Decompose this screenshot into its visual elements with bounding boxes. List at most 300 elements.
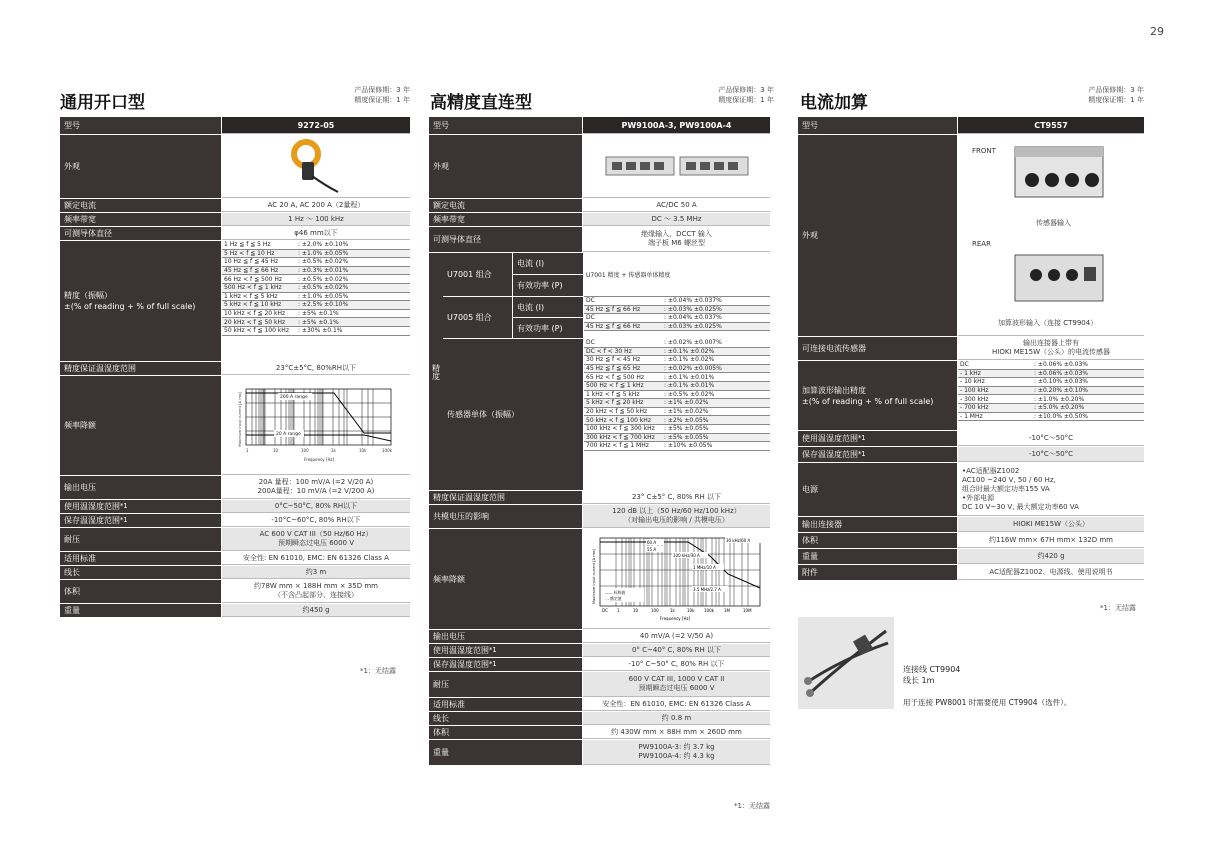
accuracy-row	[958, 413, 1144, 422]
u7001-value: U7001 精度 + 传感器单体精度	[584, 253, 770, 297]
accuracy-row	[584, 442, 770, 451]
row-value: 约 0.8 m	[583, 712, 770, 725]
row-label: 输出连接器	[798, 517, 958, 532]
cable-photo	[798, 617, 894, 709]
accuracy-row	[584, 425, 770, 434]
accuracy-value: : ±0.04% ±0.037%	[664, 297, 722, 305]
freq-range: - 300 kHz	[960, 395, 989, 403]
accuracy-row	[584, 416, 770, 425]
accuracy-row	[584, 323, 770, 332]
freq-range: 30 Hz ≦ f < 45 Hz	[586, 356, 641, 364]
curve-label: 100 kHz/30 A	[672, 552, 700, 558]
freq-range: 65 Hz < f ≦ 500 Hz	[586, 373, 645, 381]
accuracy-value: : ±0.5% ±0.02%	[664, 390, 715, 398]
row-label: 可连接电流传感器	[798, 337, 958, 360]
cable-image	[798, 617, 894, 709]
cable-length: 线长 1m	[903, 676, 935, 685]
accuracy-row	[584, 297, 770, 306]
y-axis-label: Maximum input current [A rms]	[591, 548, 596, 604]
row-label: 使用温湿度范围 *1	[60, 500, 222, 513]
accuracy-value: : ±0.1% ±0.01%	[664, 373, 715, 381]
freq-range: 500 Hz < f ≦ 1 kHz	[224, 284, 282, 292]
warranty-product: 产品保修期：3 年	[1088, 86, 1144, 94]
accuracy-value: : ±0.1% ±0.02%	[664, 347, 715, 355]
row-label: 可测导体直径	[429, 227, 583, 252]
x-tick: 10k	[358, 448, 366, 453]
freq-range: DC	[960, 361, 969, 369]
u7005-label: U7005 组合	[443, 297, 513, 338]
label-line: ±(% of reading + % of full scale)	[802, 396, 934, 406]
accuracy-row	[584, 314, 770, 323]
row-label: 体积	[60, 580, 222, 603]
freq-range: 50 kHz < f ≦ 100 kHz	[586, 416, 651, 424]
sensor-label: 传感器单体（振幅）	[443, 339, 583, 490]
row-label: 重量	[798, 549, 958, 564]
row-value: φ46 mm以下	[222, 227, 410, 240]
row-label: 输出电压	[429, 630, 583, 643]
label-line: 精度（振幅）	[64, 291, 112, 300]
accuracy-value: : ±30% ±0.1%	[298, 327, 343, 335]
row-label: 线长	[429, 712, 583, 725]
accuracy-value: : ±2% ±0.05%	[664, 416, 709, 424]
cable-info	[903, 664, 960, 686]
freq-range: DC	[586, 339, 595, 347]
row-label: 外观	[60, 135, 222, 198]
row-label: 外观	[429, 135, 583, 198]
accuracy-value: : ±0.06% ±0.03%	[1034, 361, 1089, 369]
row-label: 保存温湿度范围 *1	[798, 447, 958, 462]
label-text: 保存温湿度范围	[802, 450, 858, 459]
current-label: 电流 (I)	[513, 253, 583, 275]
row-value	[958, 463, 1144, 516]
freq-range: 700 kHz < f ≦ 1 MHz	[586, 442, 649, 450]
value-line: 200A量程：10 mV/A (=2 V/200 A)	[257, 487, 375, 495]
row-label: 共模电压的影响	[429, 505, 583, 528]
warranty	[300, 85, 410, 105]
row-label: 线长	[60, 566, 222, 579]
section-title: 高精度直连型	[430, 93, 532, 113]
footnote: *1：无结露	[1100, 604, 1136, 612]
u7001-group	[443, 253, 583, 297]
row-value	[222, 476, 410, 499]
row-value	[222, 528, 410, 551]
accuracy-row	[222, 250, 410, 259]
row-label: 型号	[798, 117, 958, 134]
row-label: 额定电流	[429, 199, 583, 212]
model-name: PW9100A-3, PW9100A-4	[583, 117, 770, 134]
value-line: 20A 量程：100 mV/A (=2 V/20 A)	[258, 478, 374, 486]
row-value: 40 mV/A (=2 V/50 A)	[583, 630, 770, 643]
x-tick: 10	[272, 448, 278, 453]
warranty-product: 产品保修期：3 年	[718, 86, 774, 94]
freq-range: 5 kHz < f ≦ 20 kHz	[586, 399, 644, 407]
accuracy-value: : ±0.10% ±0.03%	[1034, 378, 1089, 386]
row-value	[958, 337, 1144, 360]
legend-rated: - - 额定值	[604, 595, 622, 601]
freq-range: DC	[586, 297, 595, 305]
cable-name: 连接线 CT9904	[903, 665, 961, 674]
accuracy-list	[958, 361, 1144, 430]
accuracy-value: : ±0.5% ±0.02%	[298, 258, 349, 266]
value-line: AC 600 V CAT III（50 Hz/60 Hz）	[259, 530, 373, 538]
accuracy-row	[584, 356, 770, 365]
row-value: -10° C~50° C, 80% RH 以下	[583, 658, 770, 671]
freq-range: - 100 kHz	[960, 387, 989, 395]
value-line: 绝缘输入，DCCT 输入	[641, 230, 712, 238]
freq-range: 10 kHz < f ≦ 20 kHz	[224, 310, 286, 318]
accuracy-row	[222, 293, 410, 302]
row-value: DC ～ 3.5 MHz	[583, 213, 770, 226]
accuracy-value: : ±0.1% ±0.01%	[664, 382, 715, 390]
freq-range: - 700 kHz	[960, 404, 989, 412]
accuracy-value: : ±5% ±0.05%	[664, 425, 709, 433]
spec-table	[60, 117, 410, 618]
accuracy-value: : ±0.06% ±0.03%	[1034, 369, 1089, 377]
row-value	[583, 227, 770, 252]
derating-graph	[234, 385, 399, 465]
row-label: 耐压	[60, 528, 222, 551]
accuracy-list	[222, 241, 410, 361]
value-line: （不含凸起部分、连接线）	[274, 591, 358, 599]
row-label: 适用标准	[429, 698, 583, 711]
accuracy-row	[222, 301, 410, 310]
accuracy-row	[958, 395, 1144, 404]
row-label: 电源	[798, 463, 958, 516]
u7001-label: U7001 组合	[443, 253, 513, 296]
x-tick: 100k	[381, 448, 392, 453]
freq-range: - 10 kHz	[960, 378, 985, 386]
freq-range: 45 Hz ≦ f ≦ 66 Hz	[224, 267, 279, 275]
value-line: AC100 ~240 V, 50 / 60 Hz,	[962, 475, 1056, 484]
row-value: AC 20 A, AC 200 A（2量程）	[222, 199, 410, 212]
product-image	[222, 135, 410, 198]
label-text: 使用温湿度范围	[64, 502, 120, 511]
power-label: 有效功率 (P)	[517, 323, 563, 333]
model-name: 9272-05	[222, 117, 410, 134]
legend-nominal: —— 标称值	[604, 589, 625, 595]
label-text: 保存温湿度范围	[64, 516, 120, 525]
derating-chart	[222, 376, 410, 475]
x-tick: 10M	[742, 607, 752, 613]
accuracy-value: : ±1.0% ±0.05%	[298, 249, 349, 257]
accuracy-value: : ±5% ±0.1%	[298, 318, 339, 326]
accuracy-row	[222, 267, 410, 276]
row-value: 23°C±5°C, 80%RH以下	[222, 362, 410, 375]
accuracy-value: : ±0.04% ±0.037%	[664, 314, 722, 322]
row-value: 0°C~50°C, 80% RH以下	[222, 500, 410, 513]
row-label: 频率降额	[60, 376, 222, 475]
value-line: •AC适配器Z1002	[962, 466, 1020, 475]
accuracy-row	[584, 365, 770, 374]
accuracy-value: : ±0.20% ±0.10%	[1034, 387, 1089, 395]
accuracy-block	[429, 253, 770, 491]
accuracy-value: : ±0.1% ±0.02%	[664, 356, 715, 364]
front-label: FRONT	[972, 147, 996, 155]
freq-range: 1 Hz ≦ f ≦ 5 Hz	[224, 241, 271, 249]
warranty-accuracy: 精度保证期：1 年	[354, 96, 410, 104]
accuracy-value: : ±5.0% ±0.20%	[1034, 404, 1085, 412]
accuracy-row	[584, 382, 770, 391]
accuracy-row	[222, 258, 410, 267]
accuracy-row	[958, 404, 1144, 413]
accuracy-value: : ±2.0% ±0.10%	[298, 241, 349, 249]
row-label	[798, 361, 958, 430]
y-axis-label: Maximum input current [A rms]	[237, 391, 242, 447]
row-value: 约116W mm× 67H mm× 132D mm	[958, 533, 1144, 548]
accuracy-row	[222, 318, 410, 327]
accuracy-row	[584, 348, 770, 357]
value-line: 600 V CAT III, 1000 V CAT II	[628, 675, 725, 683]
x-tick: 100	[300, 448, 309, 453]
value-line: 输出连接器上带有	[1023, 339, 1079, 347]
row-label: 精度	[429, 253, 443, 490]
freq-range: DC < f < 30 Hz	[586, 347, 632, 355]
accuracy-row	[222, 327, 410, 336]
freq-range: 5 kHz < f ≦ 10 kHz	[224, 301, 282, 309]
front-panel-image	[1014, 145, 1104, 203]
accuracy-value: : ±2.5% ±0.10%	[298, 301, 349, 309]
row-label: 输出电压	[60, 476, 222, 499]
warranty	[664, 85, 774, 105]
curve-label: 55 A	[646, 546, 656, 552]
row-label: 频率降额	[429, 529, 583, 629]
row-label: 精度保证温湿度范围	[429, 491, 583, 504]
rear-label: REAR	[972, 240, 991, 248]
row-label: 体积	[798, 533, 958, 548]
x-tick: 100k	[703, 607, 714, 613]
row-value	[222, 580, 410, 603]
summed-output-label: 加算波形输入（连接 CT9904）	[998, 319, 1098, 327]
row-value: 0° C~40° C, 80% RH 以下	[583, 644, 770, 657]
label-text: 使用温湿度范围	[433, 646, 489, 655]
freq-range: 300 kHz < f ≦ 700 kHz	[586, 433, 655, 441]
u7005-values	[584, 297, 770, 339]
row-label	[60, 241, 222, 361]
x-tick: 1	[245, 448, 249, 453]
row-label: 保存温湿度范围 *1	[429, 658, 583, 671]
row-label: 频率带宽	[429, 213, 583, 226]
page-number: 29	[1150, 25, 1164, 38]
freq-range: 5 Hz < f ≦ 10 Hz	[224, 249, 275, 257]
clamp-sensor-image	[286, 136, 346, 196]
accuracy-row	[584, 339, 770, 348]
x-tick: 1k	[669, 607, 675, 613]
row-label: 外观	[798, 135, 958, 336]
rear-panel-image	[1014, 249, 1104, 307]
range-label: 20 A range	[275, 432, 301, 437]
accuracy-value: : ±5% ±0.1%	[298, 310, 339, 318]
value-line: （对输出电压的影响 / 共模电压）	[624, 516, 729, 524]
x-tick: 1M	[723, 607, 730, 613]
freq-range: - 1 kHz	[960, 369, 981, 377]
row-value	[583, 505, 770, 528]
accuracy-row	[958, 378, 1144, 387]
row-value: 23° C±5° C, 80% RH 以下	[583, 491, 770, 504]
curve-label: 3.5 MHz/2.7 A	[692, 586, 721, 592]
accuracy-row	[584, 434, 770, 443]
row-label: 适用标准	[60, 552, 222, 565]
cable-description: 用于连接 PW8001 时需要使用 CT9904（选件）。	[903, 698, 1072, 707]
warranty-accuracy: 精度保证期：1 年	[718, 96, 774, 104]
value-line: PW9100A-4: 约 4.3 kg	[638, 752, 715, 760]
row-value: 约450 g	[222, 604, 410, 617]
current-label: 电流 (I)	[513, 297, 583, 318]
x-tick: 100	[650, 607, 659, 613]
x-tick: 1k	[330, 448, 336, 453]
accuracy-value: : ±0.03% ±0.025%	[664, 323, 722, 331]
range-label: 200 A range	[279, 395, 308, 400]
value-line: HIOKI ME15W（公头）的电流传感器	[991, 348, 1110, 356]
row-label: 附件	[798, 565, 958, 580]
row-label: 体积	[429, 726, 583, 739]
value-line: 组合时最大额定功率155 VA	[962, 484, 1050, 493]
freq-range: 45 Hz ≦ f ≦ 66 Hz	[586, 305, 641, 313]
accuracy-row	[584, 306, 770, 315]
value-line: 端子板 M6 螺丝型	[648, 239, 705, 247]
row-value: -10°C～50°C	[958, 447, 1144, 462]
x-tick: 1	[616, 607, 620, 613]
row-value: -10°C～50°C	[958, 431, 1144, 446]
row-label: 耐压	[429, 672, 583, 697]
accuracy-row	[222, 284, 410, 293]
freq-range: 45 Hz ≦ f ≦ 65 Hz	[586, 365, 641, 373]
row-label: 型号	[60, 117, 222, 134]
label-text: 保存温湿度范围	[433, 660, 489, 669]
row-label: 额定电流	[60, 199, 222, 212]
freq-range: 50 kHz < f ≦ 100 kHz	[224, 327, 289, 335]
x-tick: DC	[601, 607, 608, 613]
freq-range: 20 kHz < f ≦ 50 kHz	[224, 318, 286, 326]
row-label: 精度保证温湿度范围	[60, 362, 222, 375]
accuracy-row	[584, 391, 770, 400]
value-line: 预期瞬态过电压 6000 V	[638, 684, 715, 692]
row-value	[583, 740, 770, 765]
row-value: AC/DC 50 A	[583, 199, 770, 212]
product-image	[583, 135, 770, 198]
warranty	[1034, 85, 1144, 105]
accuracy-value: : ±1% ±0.02%	[664, 399, 709, 407]
accuracy-value: : ±1% ±0.02%	[664, 408, 709, 416]
accuracy-value: : ±10% ±0.05%	[664, 442, 713, 450]
accuracy-row	[584, 399, 770, 408]
x-axis-label: Frequency [Hz]	[659, 615, 690, 621]
x-axis-label: Frequency [Hz]	[303, 457, 334, 462]
section-title: 通用开口型	[60, 93, 145, 113]
spec-table	[429, 117, 770, 766]
value-line: DC 10 V~30 V, 最大额定功率60 VA	[962, 502, 1079, 511]
accuracy-row	[958, 370, 1144, 379]
freq-range: DC	[586, 314, 595, 322]
row-value: HIOKI ME15W（公头）	[958, 517, 1144, 532]
accuracy-value: : ±10.0% ±0.50%	[1034, 412, 1089, 420]
accuracy-sublabels	[443, 253, 583, 490]
row-value: 安全性：EN 61010, EMC: EN 61326 Class A	[583, 698, 770, 711]
accuracy-row	[222, 310, 410, 319]
footnote: *1：无结露	[360, 667, 396, 675]
product-image	[958, 135, 1144, 336]
accuracy-value: : ±1.0% ±0.20%	[1034, 395, 1085, 403]
sensor-unit-image	[602, 151, 752, 181]
accuracy-value: : ±0.5% ±0.02%	[298, 284, 349, 292]
accuracy-value: : ±5% ±0.05%	[664, 433, 709, 441]
accuracy-value: : ±1.0% ±0.05%	[298, 292, 349, 300]
freq-range: 100 kHz < f ≦ 300 kHz	[586, 425, 655, 433]
row-value: 约420 g	[958, 549, 1144, 564]
label-line: 加算波形输出精度	[802, 385, 866, 395]
section-title: 电流加算	[800, 93, 868, 113]
row-value: 约 430W mm × 88H mm × 260D mm	[583, 726, 770, 739]
sensor-input-label: 传感器输入	[1036, 219, 1071, 227]
u7005-group	[443, 297, 583, 339]
accuracy-row	[584, 408, 770, 417]
value-line: 120 dB 以上（50 Hz/60 Hz/100 kHz）	[612, 507, 741, 515]
row-value: 约3 m	[222, 566, 410, 579]
accuracy-value: : ±0.02% ±0.005%	[664, 365, 722, 373]
accuracy-values	[583, 253, 770, 490]
row-label: 重量	[60, 604, 222, 617]
freq-range: 45 Hz ≦ f ≦ 66 Hz	[586, 323, 641, 331]
curve-label: 1 MHz/10 A	[692, 564, 716, 570]
row-label: 频率带宽	[60, 213, 222, 226]
derating-graph	[588, 534, 766, 624]
accuracy-row	[584, 373, 770, 382]
row-label: 保存温湿度范围 *1	[60, 514, 222, 527]
curve-label: 60 A	[646, 539, 656, 545]
label-text: 使用温湿度范围	[802, 434, 858, 443]
row-label: 型号	[429, 117, 583, 134]
row-value: 安全性: EN 61010, EMC: EN 61326 Class A	[222, 552, 410, 565]
freq-range: 1 kHz < f ≦ 5 kHz	[586, 390, 640, 398]
x-tick: 10k	[686, 607, 694, 613]
curve-label: 30 kHz/60 A	[725, 537, 750, 543]
accuracy-row	[958, 387, 1144, 396]
freq-range: 66 Hz < f ≦ 500 Hz	[224, 275, 283, 283]
row-value	[583, 672, 770, 697]
row-label: 使用温湿度范围 *1	[429, 644, 583, 657]
freq-range: 20 kHz < f ≦ 50 kHz	[586, 408, 648, 416]
footnote: *1：无结露	[734, 802, 770, 810]
accuracy-row	[222, 241, 410, 250]
row-value: 1 Hz ～ 100 kHz	[222, 213, 410, 226]
accuracy-value: : ±0.03% ±0.025%	[664, 305, 722, 313]
accuracy-row	[958, 361, 1144, 370]
accuracy-value: : ±0.5% ±0.02%	[298, 275, 349, 283]
freq-range: - 1 MHz	[960, 412, 983, 420]
value-line: •外部电源	[962, 493, 995, 502]
row-value: -10°C~60°C, 80% RH以下	[222, 514, 410, 527]
power-label: 有效功率 (P)	[517, 281, 563, 290]
freq-range: 1 kHz < f ≦ 5 kHz	[224, 292, 278, 300]
freq-range: 10 Hz ≦ f ≦ 45 Hz	[224, 258, 279, 266]
label-line: ±(% of reading + % of full scale)	[64, 302, 196, 311]
x-tick: 10	[632, 607, 638, 613]
value-line: 预期瞬态过电压 6000 V	[277, 539, 355, 547]
row-label: 使用温湿度范围 *1	[798, 431, 958, 446]
warranty-accuracy: 精度保证期：1 年	[1088, 96, 1144, 104]
spec-table	[798, 117, 1144, 581]
model-name: CT9557	[958, 117, 1144, 134]
row-label: 可测导体直径	[60, 227, 222, 240]
sensor-values	[584, 339, 770, 490]
freq-range: 500 Hz < f ≦ 1 kHz	[586, 382, 644, 390]
value-line: PW9100A-3: 约 3.7 kg	[638, 743, 715, 751]
derating-chart	[583, 529, 770, 629]
row-label: 重量	[429, 740, 583, 765]
row-value: AC适配器Z1002、电源线、使用说明书	[958, 565, 1144, 580]
value-line: 约78W mm × 188H mm × 35D mm	[254, 582, 378, 590]
warranty-product: 产品保修期：3 年	[354, 86, 410, 94]
accuracy-value: : ±0.02% ±0.007%	[664, 339, 722, 347]
